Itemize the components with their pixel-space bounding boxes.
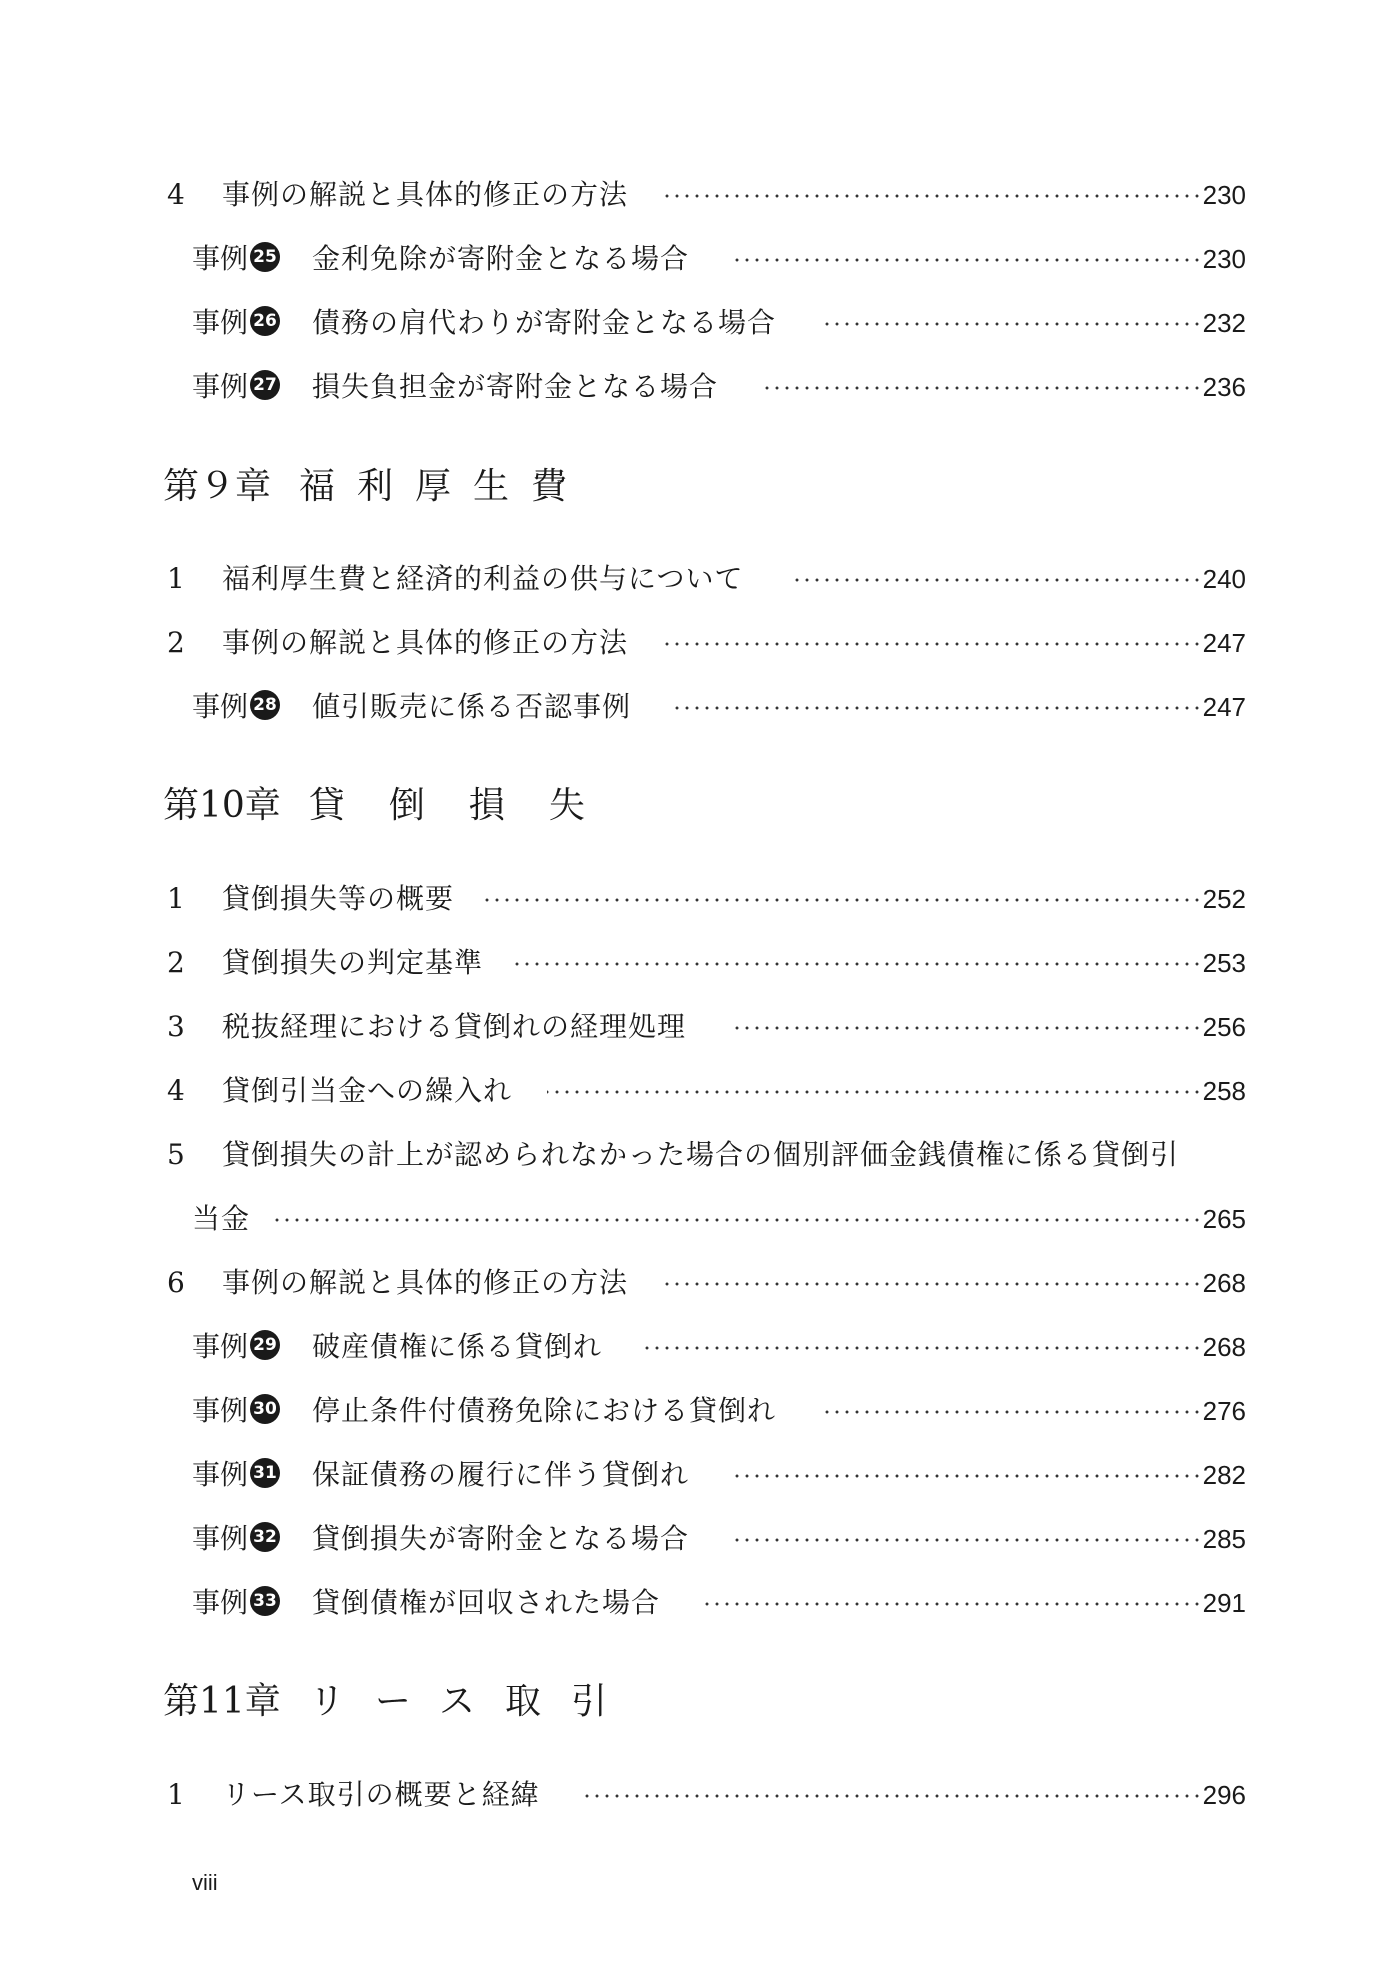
page-number: 285 [1202,1524,1246,1554]
toc-case-item[interactable] [0,1578,1400,1628]
leader-dots [485,898,1202,902]
toc-case-item[interactable] [0,362,1400,412]
case-label: 金利免除が寄附金となる場合 [312,242,690,275]
toc-item[interactable] [0,874,1400,924]
toc-item[interactable] [0,554,1400,604]
leader-dots [702,1602,1202,1606]
case-prefix: 事例 33 [192,1578,280,1628]
chapter-title: 貸倒損失 [308,785,629,826]
item-label: 貸倒損失の判定基準 [222,946,484,979]
item-label: 事例の解説と具体的修正の方法 [222,1266,629,1299]
item-label-line2: 当金 [192,1202,251,1235]
chapter-heading[interactable] [163,1672,637,1732]
item-number: 1 [167,1778,185,1811]
toc-item[interactable] [0,1258,1400,1308]
page-number: 291 [1202,1588,1246,1618]
toc-item[interactable] [0,938,1400,988]
item-number: 4 [167,178,185,211]
leader-dots [822,322,1202,326]
case-label: 保証債務の履行に伴う貸倒れ [312,1458,690,1491]
case-number-badge: 28 [250,690,280,720]
chapter-heading[interactable] [163,776,629,836]
page-number: 296 [1202,1780,1246,1810]
toc-case-item[interactable] [0,1386,1400,1436]
leader-dots [762,386,1202,390]
page-number: 247 [1202,692,1246,722]
leader-dots [732,258,1202,262]
item-label: 福利厚生費と経済的利益の供与について [222,562,744,595]
leader-dots [795,578,1202,582]
chapter-heading[interactable] [163,457,589,517]
item-label: 貸倒引当金への繰入れ [222,1074,513,1107]
chapter-number: 第11章 [163,1681,281,1722]
case-prefix: 事例 29 [192,1322,280,1372]
toc-case-item[interactable] [0,682,1400,732]
page-number: 258 [1202,1076,1246,1106]
case-label: 損失負担金が寄附金となる場合 [312,370,719,403]
page-number: 240 [1202,564,1246,594]
leader-dots [515,962,1202,966]
page-number: 230 [1202,180,1246,210]
page-number: 268 [1202,1332,1246,1362]
leader-dots [547,1090,1202,1094]
chapter-number: 第10章 [163,785,281,826]
item-number: 3 [167,1010,185,1043]
folio-page-number: viii [192,1870,218,1895]
item-label: 事例の解説と具体的修正の方法 [222,626,629,659]
item-label-line1: 貸倒損失の計上が認められなかった場合の個別評価金銭債権に係る貸倒引 [222,1138,1180,1171]
case-label: 債務の肩代わりが寄附金となる場合 [312,306,777,339]
case-label: 貸倒債権が回収された場合 [312,1586,661,1619]
item-number: 4 [167,1074,185,1107]
case-label: 貸倒損失が寄附金となる場合 [312,1522,690,1555]
leader-dots [665,1282,1202,1286]
toc-case-item[interactable] [0,1322,1400,1372]
item-label: 事例の解説と具体的修正の方法 [222,178,629,211]
case-number-badge: 30 [250,1394,280,1424]
page-number: 253 [1202,948,1246,978]
case-number-badge: 29 [250,1330,280,1360]
toc-case-item[interactable] [0,234,1400,284]
item-number: 1 [167,562,185,595]
chapter-title: リース取引 [308,1681,638,1722]
leader-dots [822,1410,1202,1414]
case-number-badge: 27 [250,370,280,400]
leader-dots [642,1346,1202,1350]
item-number: 2 [167,626,185,659]
leader-dots [672,706,1202,710]
item-number: 5 [167,1138,185,1171]
page-number: 232 [1202,308,1246,338]
case-prefix: 事例 25 [192,234,280,284]
case-number-badge: 25 [250,242,280,272]
page-number: 268 [1202,1268,1246,1298]
page-number: 247 [1202,628,1246,658]
case-prefix: 事例 32 [192,1514,280,1564]
case-prefix: 事例 26 [192,298,280,348]
chapter-number: 第９章 [163,466,272,507]
toc-item-multiline[interactable] [0,1130,1400,1180]
toc-item[interactable] [0,1002,1400,1052]
item-number: 1 [167,882,185,915]
toc-case-item[interactable] [0,1450,1400,1500]
leader-dots [732,1538,1202,1542]
chapter-title: 福利厚生費 [299,466,590,507]
toc-case-item[interactable] [0,1514,1400,1564]
case-prefix: 事例 30 [192,1386,280,1436]
item-label: リース取引の概要と経緯 [222,1778,540,1811]
leader-dots [665,194,1202,198]
toc-item[interactable] [0,618,1400,668]
item-label: 貸倒損失等の概要 [222,882,455,915]
toc-item[interactable] [0,1066,1400,1116]
item-number: 2 [167,946,185,979]
leader-dots [732,1474,1202,1478]
case-prefix: 事例 28 [192,682,280,732]
page-number: 265 [1202,1204,1246,1234]
page-number: 230 [1202,244,1246,274]
toc-case-item[interactable] [0,298,1400,348]
leader-dots [275,1218,1202,1222]
case-label: 破産債権に係る貸倒れ [312,1330,603,1363]
page-number: 236 [1202,372,1246,402]
page-number: 256 [1202,1012,1246,1042]
case-label: 値引販売に係る否認事例 [312,690,632,723]
case-prefix: 事例 31 [192,1450,280,1500]
page-number: 252 [1202,884,1246,914]
leader-dots [732,1026,1202,1030]
case-label: 停止条件付債務免除における貸倒れ [312,1394,777,1427]
toc-item[interactable] [0,170,1400,220]
case-number-badge: 33 [250,1586,280,1616]
leader-dots [580,1794,1202,1798]
case-number-badge: 31 [250,1458,280,1488]
toc-item-continuation[interactable] [0,1194,1400,1244]
leader-dots [665,642,1202,646]
case-prefix: 事例 27 [192,362,280,412]
item-number: 6 [167,1266,185,1299]
item-label: 税抜経理における貸倒れの経理処理 [222,1010,687,1043]
case-number-badge: 26 [250,306,280,336]
page-number: 282 [1202,1460,1246,1490]
case-number-badge: 32 [250,1522,280,1552]
page-number: 276 [1202,1396,1246,1426]
toc-item[interactable] [0,1770,1400,1820]
